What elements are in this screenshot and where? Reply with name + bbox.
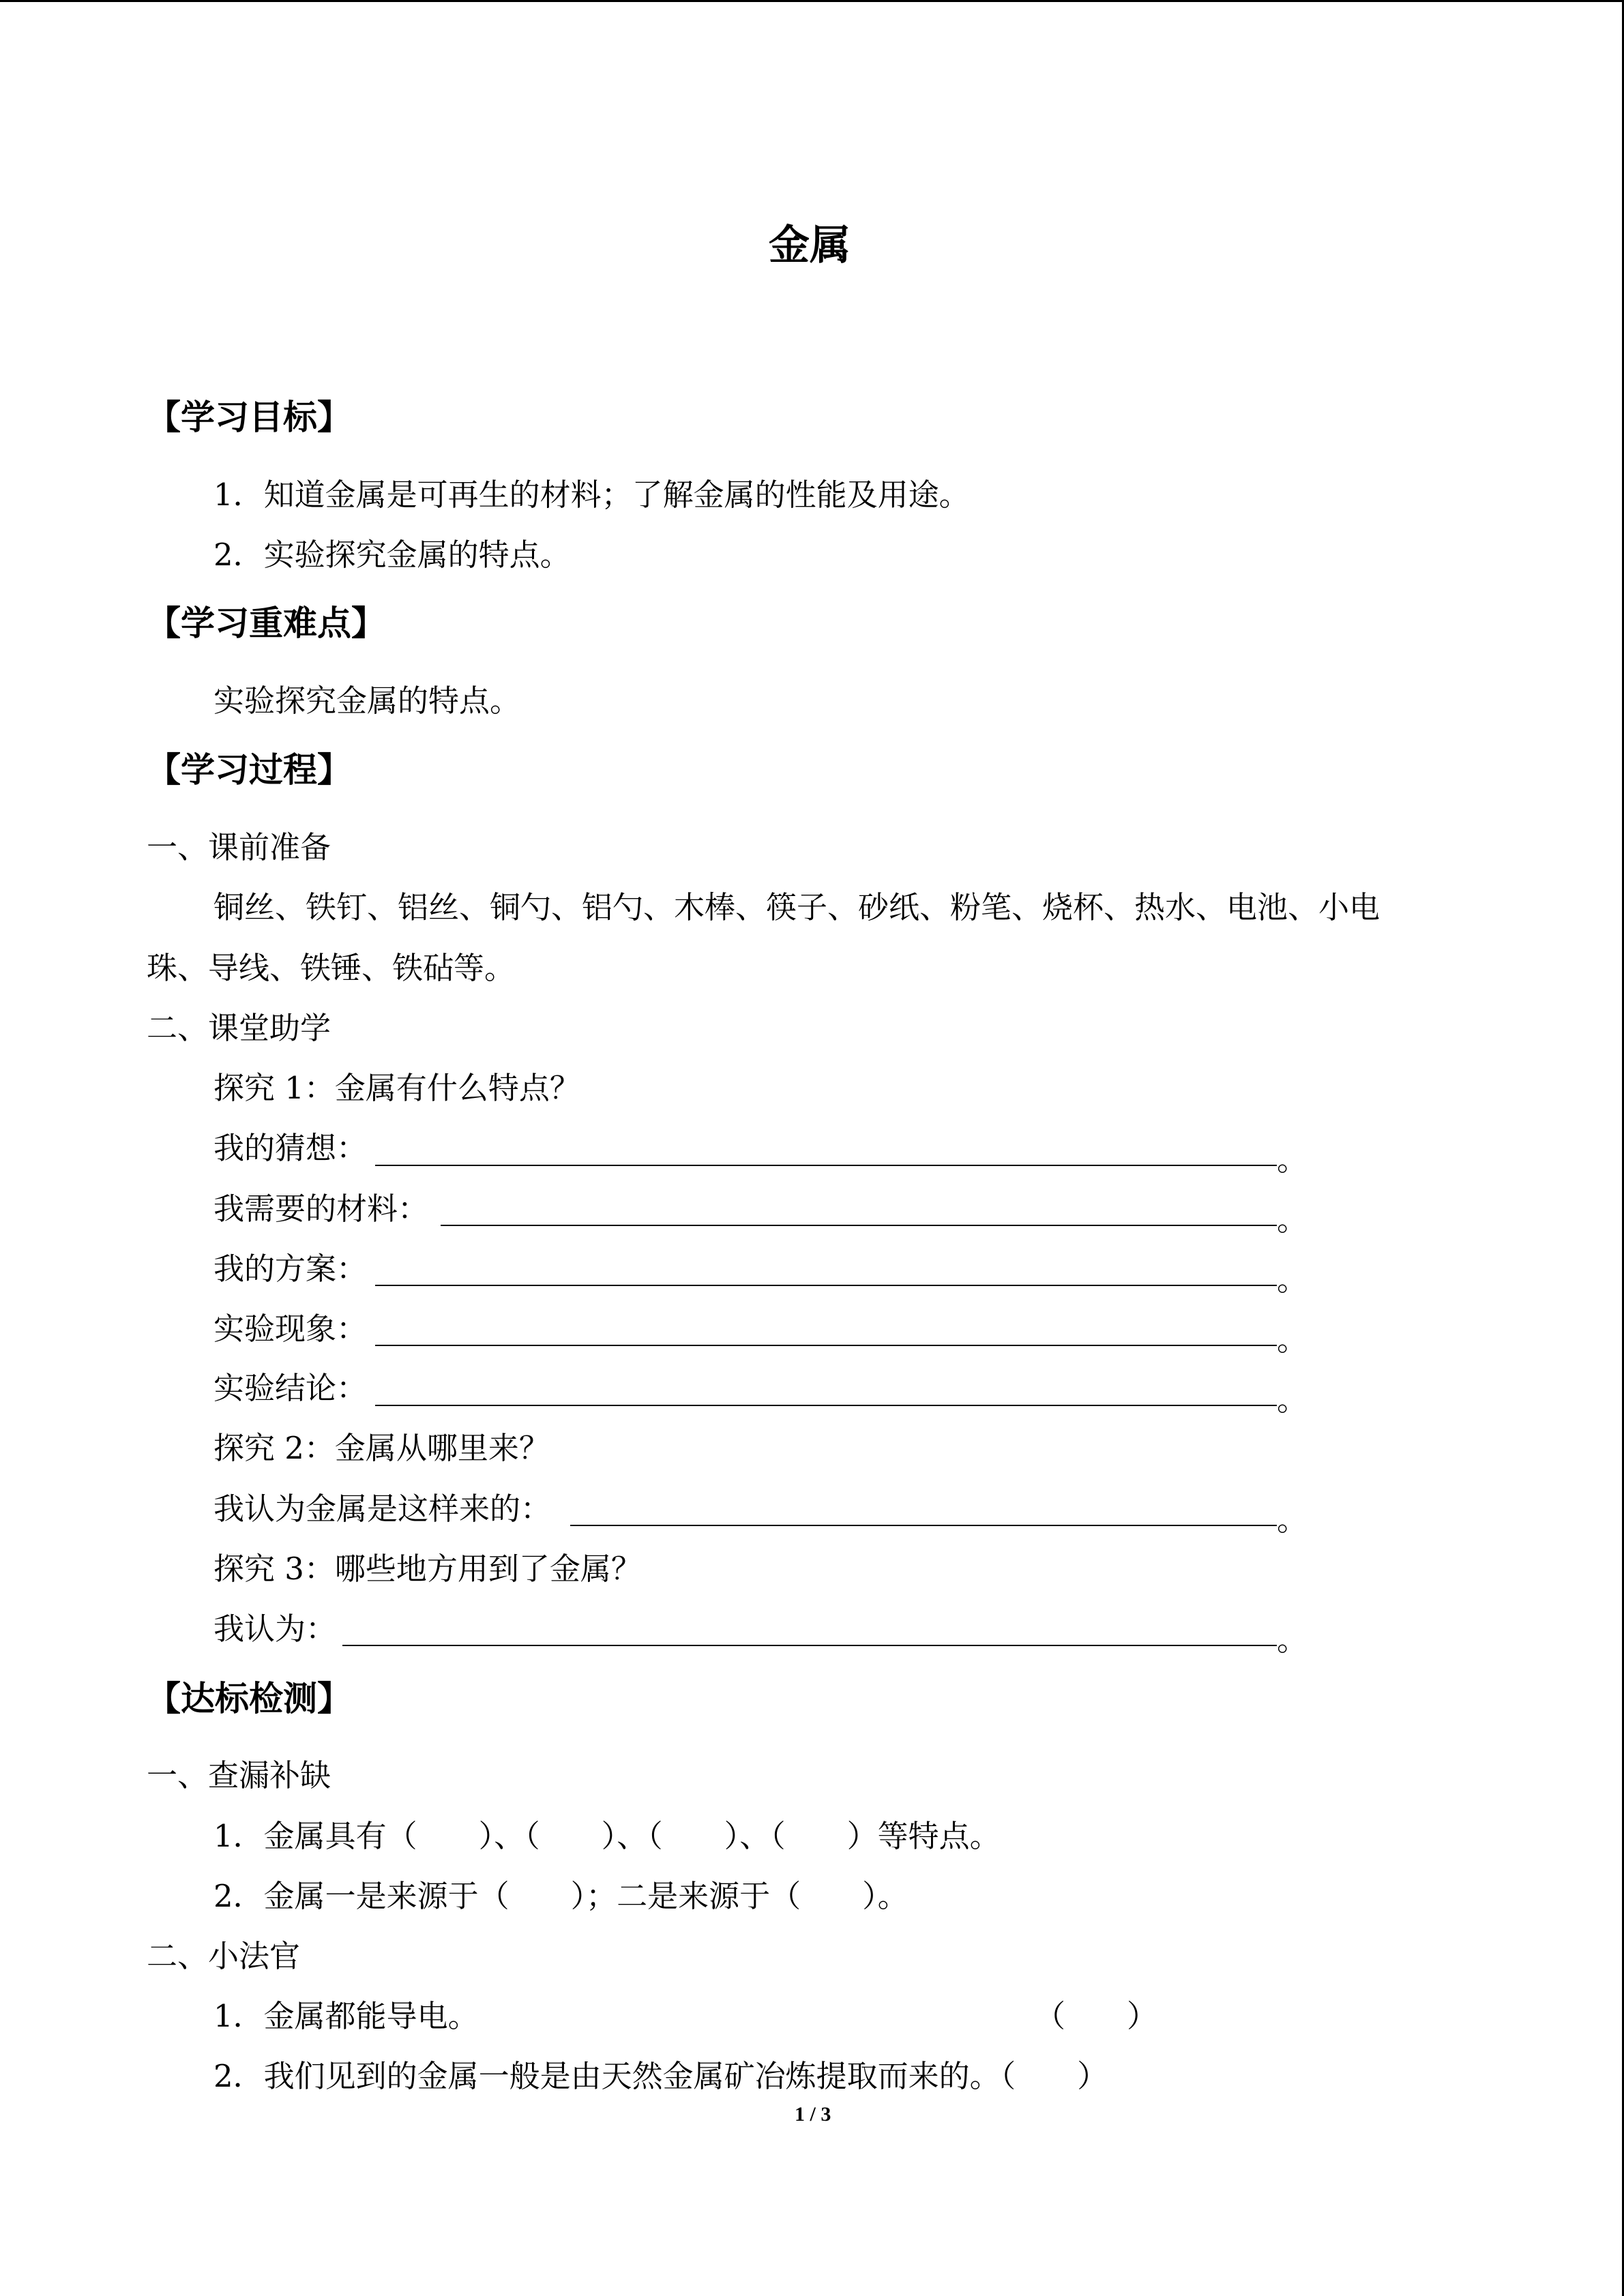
test-question-2[interactable]: 2．金属一是来源于（ ）；二是来源于（ ）。 <box>213 1878 909 1914</box>
judge-statement-2[interactable]: 2．我们见到的金属一般是由天然金属矿冶炼提取而来的。（ ） <box>213 2058 1108 2094</box>
page-border-top <box>0 0 1624 2</box>
page-number: 1 / 3 <box>795 2103 831 2126</box>
materials-list-line1: 铜丝、铁钉、铝丝、铜勺、铝勺、木棒、筷子、砂纸、粉笔、烧杯、热水、电池、小电 <box>213 889 1381 925</box>
conclusion-answer-line[interactable] <box>375 1405 1277 1406</box>
test-part2-title: 二、小法官 <box>147 1938 301 1974</box>
phenomenon-label: 实验现象： <box>213 1311 368 1347</box>
materials-period: 。 <box>1277 1202 1308 1238</box>
explore-3: 探究 3：哪些地方用到了金属？ <box>213 1551 642 1587</box>
phenomenon-period: 。 <box>1277 1322 1308 1358</box>
source-answer-line[interactable] <box>570 1525 1277 1526</box>
page-title: 金属 <box>769 222 851 269</box>
judge-answer-1[interactable]: （ ） <box>1035 1998 1158 2034</box>
guess-answer-line[interactable] <box>375 1165 1277 1166</box>
materials-answer-line[interactable] <box>441 1225 1277 1226</box>
guess-label: 我的猜想： <box>213 1130 368 1166</box>
plan-answer-line[interactable] <box>375 1285 1277 1286</box>
explore-2: 探究 2：金属从哪里来？ <box>213 1430 550 1466</box>
guess-period: 。 <box>1277 1142 1308 1178</box>
test-question-1[interactable]: 1．金属具有（ ）、（ ）、（ ）、（ ）等特点。 <box>213 1818 1001 1854</box>
part2-title: 二、课堂助学 <box>147 1010 331 1046</box>
heading-test: 【达标检测】 <box>147 1679 351 1718</box>
think-label: 我认为： <box>213 1611 337 1647</box>
think-period: 。 <box>1277 1622 1308 1658</box>
heading-key-points: 【学习重难点】 <box>147 603 385 643</box>
source-label: 我认为金属是这样来的： <box>213 1491 552 1527</box>
materials-list-line2: 珠、导线、铁锤、铁砧等。 <box>147 950 516 986</box>
source-period: 。 <box>1277 1502 1308 1538</box>
objective-1: 1．知道金属是可再生的材料；了解金属的性能及用途。 <box>213 477 970 513</box>
plan-period: 。 <box>1277 1262 1308 1298</box>
materials-label: 我需要的材料： <box>213 1191 429 1227</box>
part1-title: 一、课前准备 <box>147 829 331 865</box>
judge-statement-1: 1．金属都能导电。 <box>213 1998 479 2034</box>
objective-2: 2．实验探究金属的特点。 <box>213 537 571 573</box>
phenomenon-answer-line[interactable] <box>375 1345 1277 1346</box>
think-answer-line[interactable] <box>342 1645 1277 1646</box>
conclusion-label: 实验结论： <box>213 1370 368 1406</box>
key-points-text: 实验探究金属的特点。 <box>213 683 521 719</box>
heading-objectives: 【学习目标】 <box>147 398 351 437</box>
conclusion-period: 。 <box>1277 1382 1308 1418</box>
heading-process: 【学习过程】 <box>147 750 351 790</box>
test-part1-title: 一、查漏补缺 <box>147 1757 331 1793</box>
plan-label: 我的方案： <box>213 1251 368 1287</box>
explore-1: 探究 1：金属有什么特点？ <box>213 1070 580 1106</box>
